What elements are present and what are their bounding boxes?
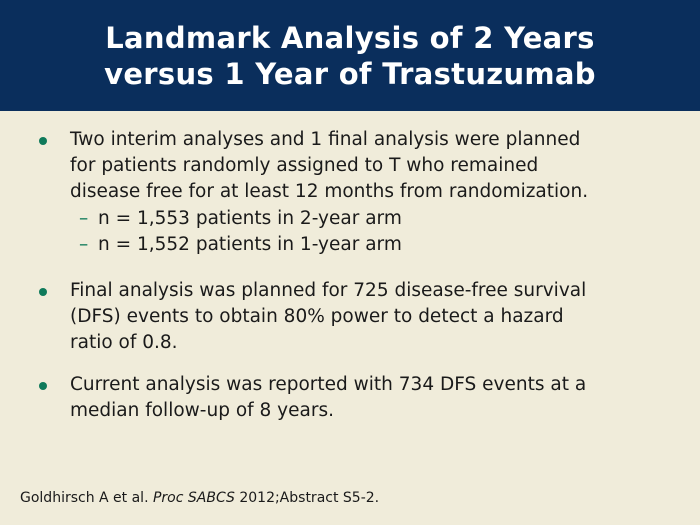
citation-journal: Proc SABCS	[152, 490, 235, 506]
bullet-item	[0, 278, 700, 356]
slide-content	[0, 125, 700, 424]
citation-authors: Goldhirsch A et al.	[20, 490, 153, 506]
bullet-dot-icon	[39, 137, 47, 145]
citation-details: 2012;Abstract S5-2.	[234, 490, 380, 506]
bullet-item	[0, 372, 700, 424]
bullet-text: for patients randomly assigned to T who remained	[70, 155, 539, 176]
dash-icon: –	[79, 208, 89, 229]
sub-bullet-item	[0, 206, 700, 232]
sub-bullet-text: n = 1,553 patients in 2-year arm	[98, 208, 402, 229]
bullet-text: median follow-up of 8 years.	[70, 400, 334, 421]
bullet-dot-icon	[39, 288, 47, 296]
bullet-text: (DFS) events to obtain 80% power to detect a hazard	[70, 306, 564, 327]
sub-bullet-list	[0, 206, 700, 258]
slide-title-line-2: versus 1 Year of Trastuzumab	[104, 56, 596, 91]
citation-footer	[20, 490, 379, 506]
bullet-text: disease free for at least 12 months from randomization.	[70, 181, 589, 202]
bullet-text: Final analysis was planned for 725 disease-free survival	[70, 280, 587, 301]
slide-title-line-1: Landmark Analysis of 2 Years	[105, 20, 595, 55]
bullet-text: Current analysis was reported with 734 DFS events at a	[70, 374, 587, 395]
bullet-text: ratio of 0.8.	[70, 332, 178, 353]
sub-bullet-item	[0, 232, 700, 258]
bullet-item	[0, 127, 700, 205]
title-bar	[0, 0, 700, 111]
bullet-text: Two interim analyses and 1 final analysis were planned	[70, 129, 581, 150]
sub-bullet-text: n = 1,552 patients in 1-year arm	[98, 234, 402, 255]
dash-icon: –	[79, 234, 89, 255]
bullet-dot-icon	[39, 382, 47, 390]
